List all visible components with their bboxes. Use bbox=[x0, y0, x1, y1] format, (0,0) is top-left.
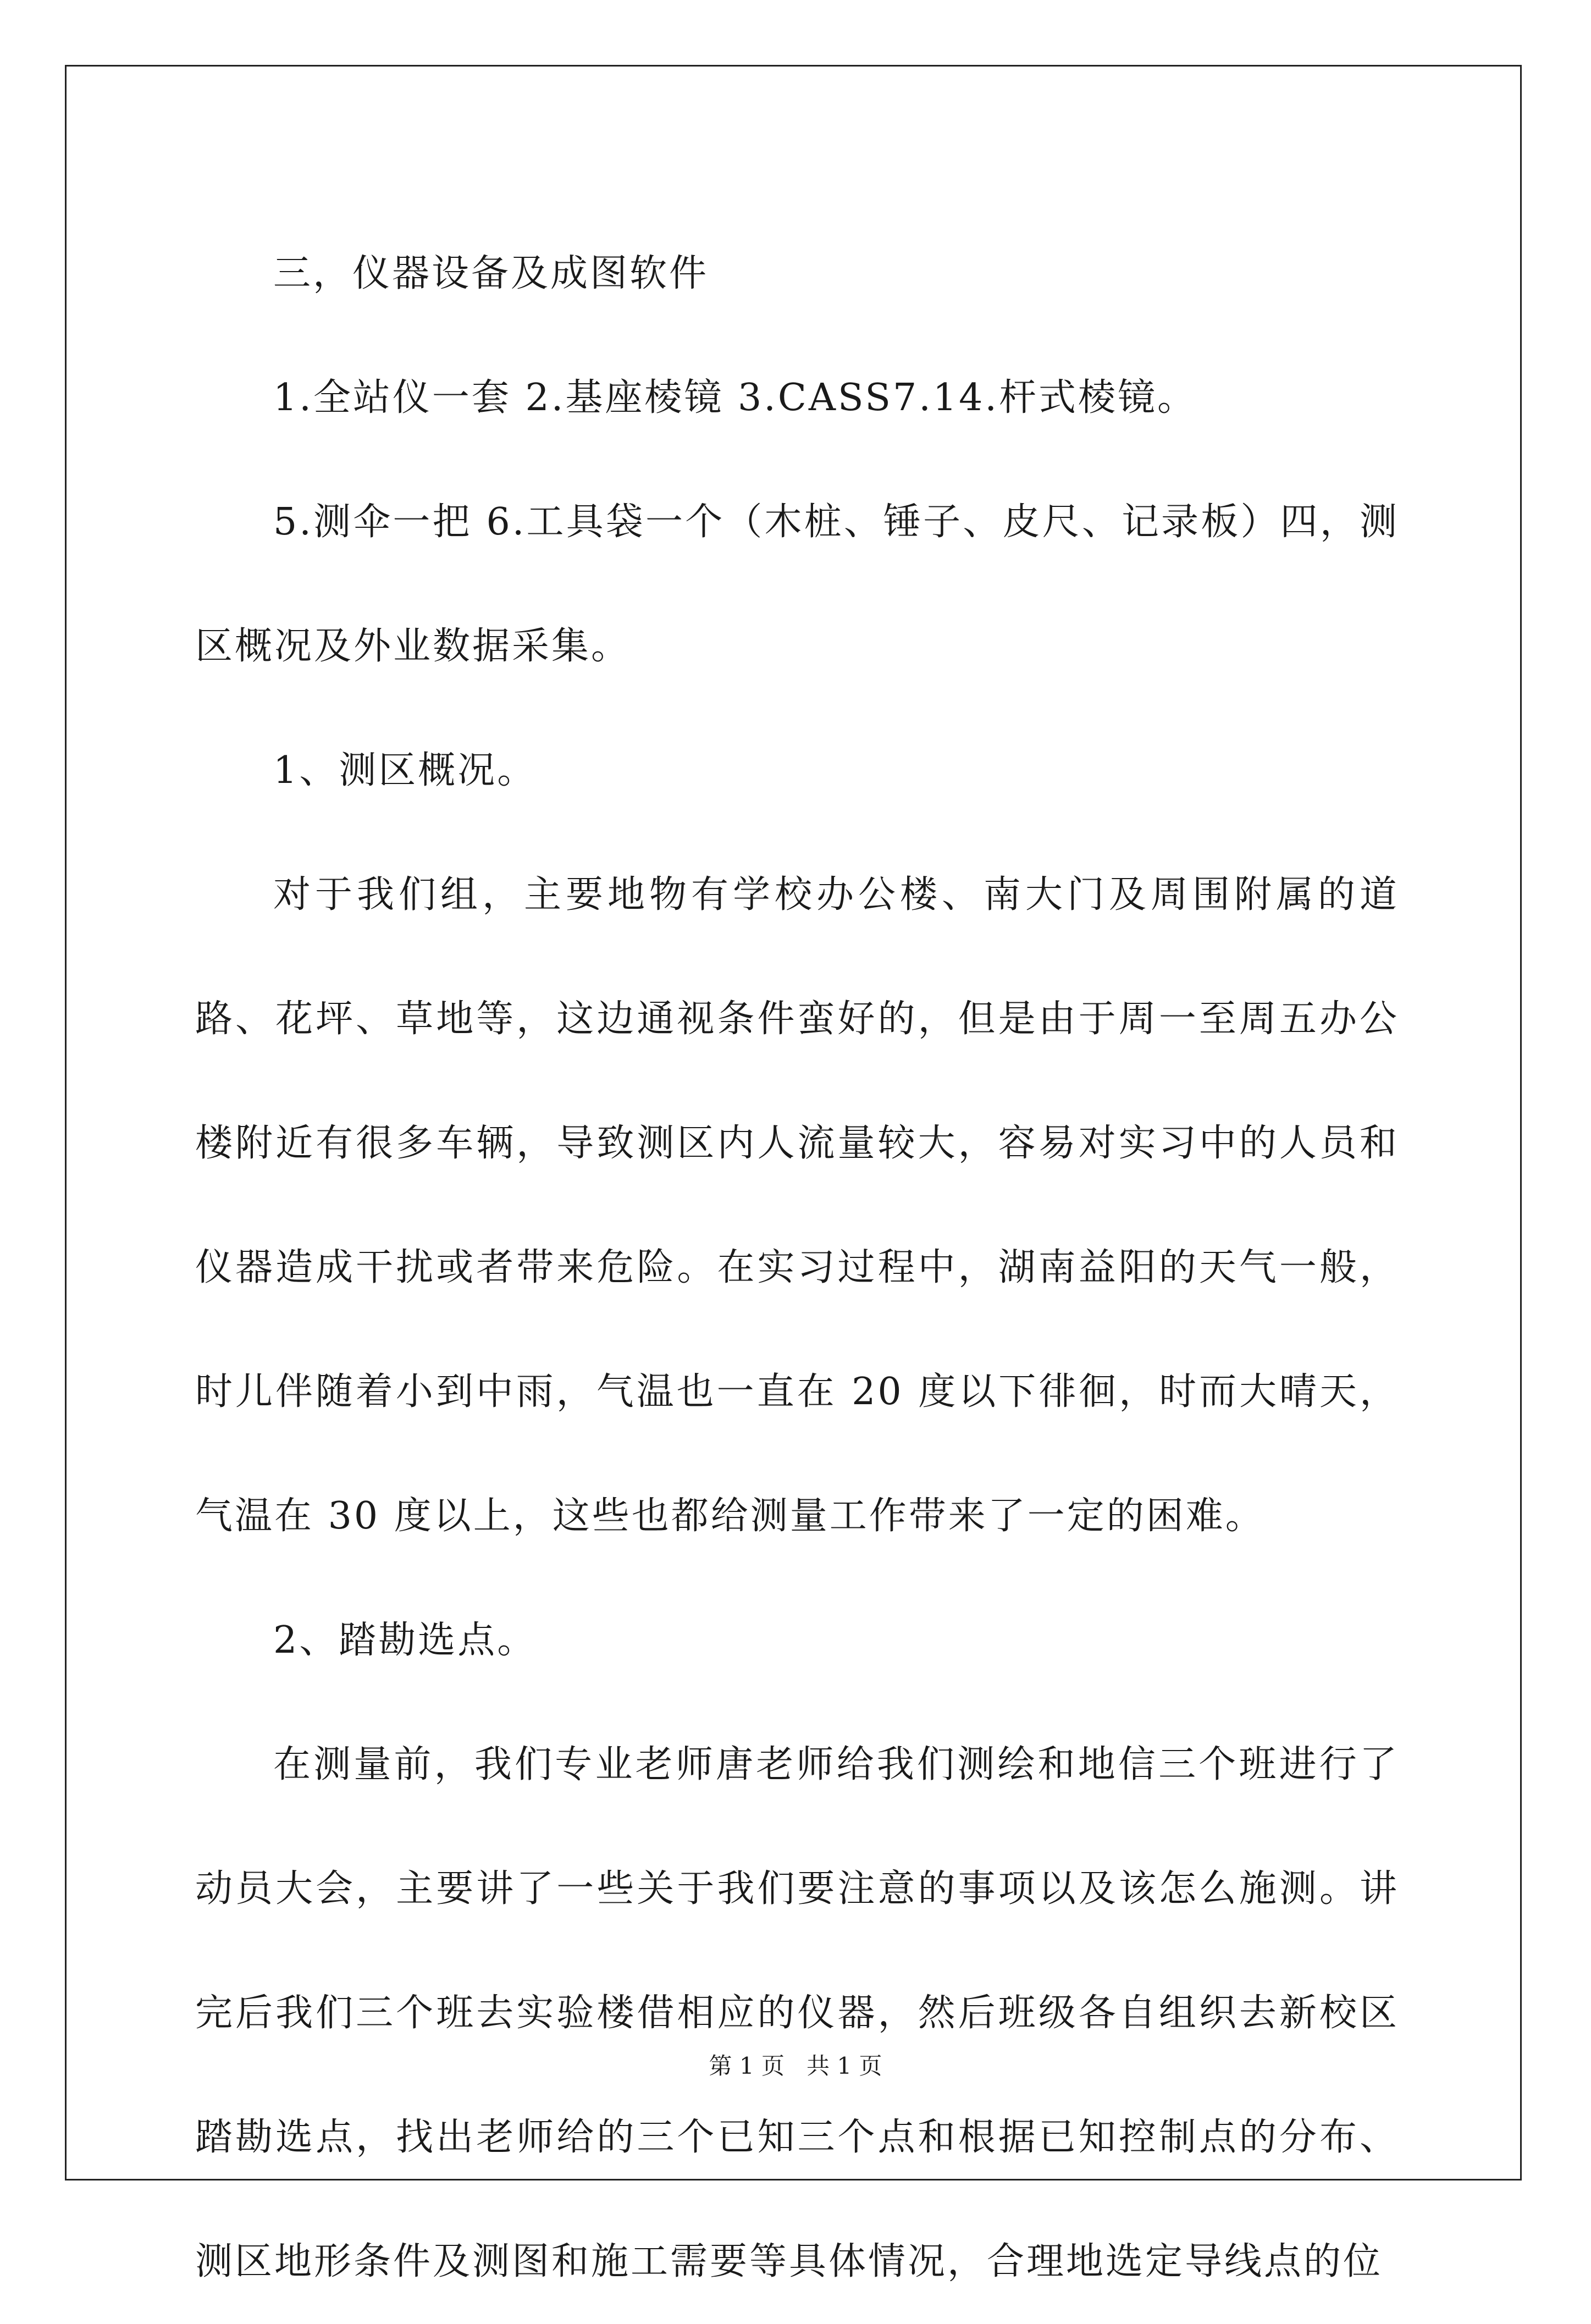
subheading-site-selection: 2、踏勘选点。 bbox=[273, 1619, 537, 1662]
section-heading-equipment: 三，仪器设备及成图软件 bbox=[273, 252, 709, 295]
paragraph-equipment-list-2: 5.测伞一把 6.工具袋一个（木桩、锤子、皮尺、记录板）四，测区概况及外业数据采集。 bbox=[195, 500, 1399, 668]
document-body bbox=[195, 212, 1399, 2324]
subheading-survey-area: 1、测区概况。 bbox=[273, 749, 537, 792]
paragraph-equipment-list-1: 1.全站仪一套 2.基座棱镜 3.CASS7.14.杆式棱镜。 bbox=[273, 376, 1197, 419]
paragraph-survey-area-description: 对于我们组，主要地物有学校办公楼、南大门及周围附属的道路、花坪、草地等，这边通视条件蛮好的，但是由于周一至周五办公楼附近有很多车辆，导致测区内人流量较大，容易对实习中的人员和仪器造成干扰或者带来危险。在实习过程中，湖南益阳的天气一般，时儿伴随着小到中雨，气温也一直在 20 度以下徘徊，时而大晴天，气温在 30 度以上，这些也都给测量工作带来了一定的困难。 bbox=[195, 873, 1399, 1538]
page-number: 第 1 页 bbox=[709, 2052, 785, 2079]
paragraph-site-selection-description: 在测量前，我们专业老师唐老师给我们测绘和地信三个班进行了动员大会，主要讲了一些关于我们要注意的事项以及该怎么施测。讲完后我们三个班去实验楼借相应的仪器，然后班级各自组织去新校区踏勘选点，找出老师给的三个已知三个点和根据已知控制点的分布、测区地形条件及测图和施工需要等具体情况，合理地选定导线点的位 bbox=[195, 1743, 1399, 2283]
page-total: 共 1 页 bbox=[806, 2052, 882, 2079]
page-footer bbox=[0, 2050, 1591, 2083]
